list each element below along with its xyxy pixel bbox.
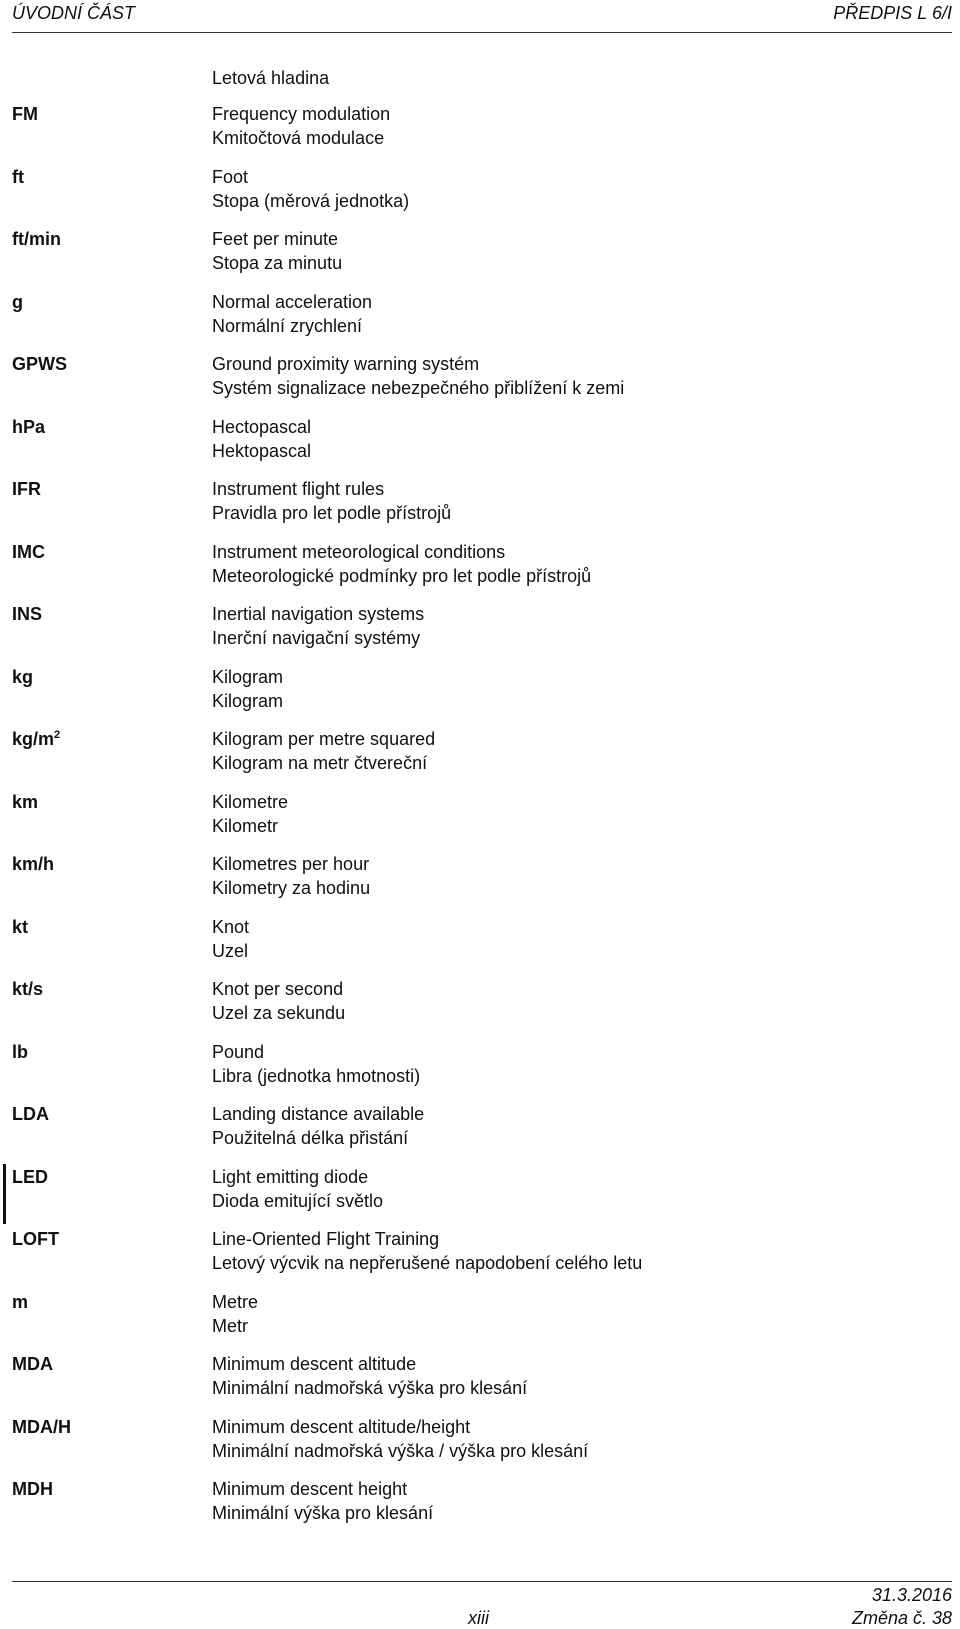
abbreviation-entry [0, 790, 960, 853]
definition [212, 165, 409, 213]
abbreviation-entry [0, 290, 960, 353]
abbreviation-entry [0, 1352, 960, 1415]
definition-english: Kilogram per metre squared [212, 729, 436, 749]
abbreviation-entry [0, 477, 960, 540]
definition-english: Instrument flight rules [212, 479, 385, 499]
abbreviation: lb [12, 1041, 28, 1062]
abbreviation: LOFT [12, 1229, 59, 1249]
definition [212, 1040, 420, 1088]
definition [212, 1227, 642, 1275]
definition-czech: Stopa za minutu [212, 253, 343, 273]
definition [212, 1102, 424, 1150]
definition-czech: Inerční navigační systémy [212, 628, 421, 648]
abbreviation-entry [0, 165, 960, 228]
abbreviation: km [12, 791, 39, 812]
definition-english: Metre [212, 1291, 259, 1312]
abbreviation-entry [0, 977, 960, 1040]
definition-czech: Pravidla pro let podle přístrojů [212, 503, 452, 523]
abbreviation: MDH [12, 1479, 53, 1499]
definition-czech: Minimální výška pro klesání [212, 1503, 434, 1523]
header-section-title: ÚVODNÍ ČÁST [12, 3, 136, 23]
abbreviation: g [12, 291, 23, 312]
definition [212, 1290, 258, 1338]
definition-english: Minimum descent altitude [212, 1354, 417, 1374]
definition-english: Minimum descent altitude/height [212, 1416, 471, 1437]
definition [212, 227, 342, 275]
definition-english: Inertial navigation systems [212, 604, 425, 624]
header-regulation-title: PŘEDPIS L 6/I [833, 3, 952, 23]
abbreviation-entry [0, 665, 960, 728]
definition-czech: Uzel za sekundu [212, 1003, 346, 1023]
abbreviation-entry [0, 727, 960, 790]
abbreviation-entry [0, 1227, 960, 1290]
abbreviation: LDA [12, 1104, 49, 1124]
definition [212, 915, 249, 963]
definition-english: Normal acceleration [212, 291, 373, 312]
definition-english: Line-Oriented Flight Training [212, 1229, 440, 1249]
continued-definition: Letová hladina [212, 68, 330, 88]
definition-english: Feet per minute [212, 229, 339, 249]
change-number: Změna č. 38 [851, 1608, 952, 1628]
definition-english: Knot [212, 916, 250, 937]
definition [212, 540, 591, 588]
definition-english: Landing distance available [212, 1104, 425, 1124]
abbreviation-entry [0, 1477, 960, 1540]
definition-czech: Stopa (měrová jednotka) [212, 190, 410, 211]
abbreviation-entry [0, 602, 960, 665]
definition-czech: Kilometry za hodinu [212, 878, 371, 898]
definition [212, 665, 283, 713]
page-header [12, 0, 952, 30]
abbreviation-entry [0, 852, 960, 915]
abbreviation: INS [12, 604, 43, 624]
definition-english: Foot [212, 166, 249, 187]
definition [212, 1415, 588, 1463]
definition-english: Light emitting diode [212, 1166, 369, 1187]
definition-english: Kilometre [212, 791, 289, 812]
definition [212, 352, 624, 400]
definition-czech: Uzel [212, 940, 249, 961]
definition-english: Instrument meteorological conditions [212, 541, 506, 562]
definition-czech: Libra (jednotka hmotnosti) [212, 1065, 421, 1086]
abbreviation: IFR [12, 479, 41, 499]
definition-english: Minimum descent height [212, 1479, 408, 1499]
definition [212, 852, 370, 900]
abbreviation: m [12, 1291, 29, 1312]
page-number: xiii [468, 1608, 489, 1628]
abbreviation-entry [0, 1165, 960, 1228]
abbreviation: ft/min [12, 229, 61, 249]
definition-english: Kilogram [212, 666, 284, 687]
definition [212, 790, 288, 838]
definition [212, 1352, 527, 1400]
definition [212, 602, 424, 650]
abbreviation-entry [0, 415, 960, 478]
definition-czech: Kilometr [212, 815, 279, 836]
definition-english: Ground proximity warning systém [212, 354, 480, 374]
abbreviation-entry [0, 352, 960, 415]
definition-english: Kilometres per hour [212, 854, 370, 874]
definition-english: Frequency modulation [212, 104, 391, 124]
abbreviation: MDA/H [12, 1416, 71, 1437]
abbreviation: kg [12, 666, 34, 687]
definition-czech: Normální zrychlení [212, 315, 363, 336]
abbreviation-entry [0, 1040, 960, 1103]
definition-english: Knot per second [212, 979, 344, 999]
definition-czech: Letový výcvik na nepřerušené napodobení celého letu [212, 1253, 643, 1273]
abbreviation [12, 727, 60, 751]
definition-czech: Metr [212, 1315, 248, 1336]
definition-czech: Minimální nadmořská výška / výška pro klesání [212, 1440, 589, 1461]
abbreviation: MDA [12, 1354, 53, 1374]
abbreviation-entry [0, 102, 960, 165]
abbreviation: IMC [12, 541, 45, 562]
abbreviation-entry [0, 1290, 960, 1353]
definition-czech: Hektopascal [212, 440, 312, 461]
definition-czech: Systém signalizace nebezpečného přiblížení k zemi [212, 378, 625, 398]
definition [212, 415, 311, 463]
abbreviation-base: kg/m [12, 729, 55, 749]
abbreviation: FM [12, 104, 38, 124]
abbreviation-entry [0, 1102, 960, 1165]
footer-date: 31.3.2016 [871, 1585, 952, 1605]
definition [212, 477, 451, 525]
abbreviation: LED [12, 1166, 48, 1187]
abbreviation-entry [0, 540, 960, 603]
abbreviation: kt [12, 916, 29, 937]
definition [212, 1477, 433, 1525]
definition [212, 977, 345, 1025]
definition-english: Hectopascal [212, 416, 312, 437]
abbreviation: kt/s [12, 979, 44, 999]
abbreviation: hPa [12, 416, 46, 437]
abbreviation: km/h [12, 854, 55, 874]
definition-english: Pound [212, 1041, 265, 1062]
definition [212, 727, 435, 775]
definition-czech: Kilogram na metr čtvereční [212, 753, 428, 773]
definition-czech: Meteorologické podmínky pro let podle přístrojů [212, 565, 592, 586]
definition [212, 290, 372, 338]
abbreviation-entry [0, 915, 960, 978]
abbreviation-list [0, 102, 960, 1540]
definition [212, 102, 390, 150]
definition-czech: Dioda emitující světlo [212, 1190, 384, 1211]
abbreviation-entry [0, 1415, 960, 1478]
abbreviation: GPWS [12, 354, 68, 374]
header-divider [12, 32, 952, 33]
abbreviation-superscript: 2 [54, 729, 61, 741]
definition-czech: Kmitočtová modulace [212, 128, 385, 148]
definition [212, 1165, 383, 1213]
definition-czech: Použitelná délka přistání [212, 1128, 409, 1148]
definition-czech: Kilogram [212, 690, 284, 711]
abbreviation: ft [12, 166, 24, 187]
footer-divider [12, 1581, 952, 1582]
definition-czech: Minimální nadmořská výška pro klesání [212, 1378, 528, 1398]
abbreviation-entry [0, 227, 960, 290]
